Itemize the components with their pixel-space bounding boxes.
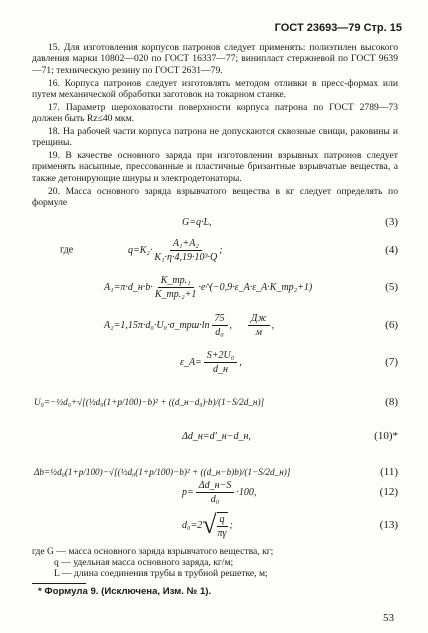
footnote-divider — [32, 583, 86, 584]
equation-8-body: U₀=−½d₀+√[(½d₀(1+p/100)−b)² + ((d_н−d₀)·b)/(1−S/2d_н)] — [34, 397, 265, 407]
equation-12-denominator: d₀ — [210, 493, 220, 505]
equation-6-fraction — [212, 313, 228, 338]
paragraph-15: 15. Для изготовления корпусов патронов следует применять: полиэтилен высокого давления марки 10802—020 по ГОСТ 16337—77; винипласт стержневой по ГОСТ 9639—71; техническую резину по ГОСТ 2631—79. — [32, 42, 398, 76]
equation-4-fraction — [154, 238, 217, 263]
equation-13-tail: ; — [229, 519, 233, 531]
equation-3-body: G=q·L, — [182, 216, 212, 228]
equation-6-denominator: d₀ — [215, 326, 224, 338]
equation-5-fraction — [155, 275, 197, 300]
equation-4 — [32, 234, 398, 266]
equation-10-number: (10)* — [374, 430, 398, 442]
equation-12-tail: ·100, — [236, 486, 257, 498]
square-root-sign: √ — [202, 510, 217, 539]
equation-13-numerator: q — [217, 514, 228, 527]
equation-4-number: (4) — [385, 244, 398, 256]
equation-12-lhs: p= — [182, 486, 194, 498]
equation-4-label: где — [60, 244, 74, 256]
paragraph-20: 20. Масса основного заряда взрывчатого вещества в кг следует определять по формуле — [32, 186, 398, 209]
equation-5-tail: ·e^(−0,9·ε_A·ε_A·K_тр₂+1) — [198, 281, 313, 293]
paragraph-17: 17. Параметр шероховатости поверхности корпуса патрона по ГОСТ 2789—73 должен быть Rz≤40 мкм. — [32, 102, 398, 125]
paragraph-16: 16. Корпуса патронов следует изготовлять методом отливки в пресс-формах или путем механической обработки заготовок на токарном станке. — [32, 78, 398, 101]
equation-13-denominator: πγ — [217, 527, 227, 539]
page-header: ГОСТ 23693—79 Стр. 15 — [274, 22, 402, 34]
equation-13-fraction — [217, 512, 228, 539]
paragraph-19: 19. В качестве основного заряда при изготовлении взрывных патронов следует применять насыпные, прессованные и пластичные бризантные взрывчатые вещества, а также детонирующие шнуры и электродетонаторы. — [32, 150, 398, 184]
equation-8 — [32, 382, 398, 422]
equation-13-number: (13) — [379, 519, 398, 531]
equation-7-lhs: ε_A= — [180, 356, 202, 368]
equation-11-body: Δb=½d₀(1+p/100)−√[(½d₀(1+p/100)−b)² + ((d_н−b)b)/(1−S/2d_н)] — [34, 467, 291, 477]
equation-6-numerator: 75 — [212, 313, 228, 326]
equation-6-unit-denominator: м — [255, 326, 263, 338]
equation-11-number: (11) — [380, 466, 398, 478]
equation-5-numerator: K_тр.₁ — [158, 275, 194, 288]
equation-5-lhs: A₁=π·d_н·b· — [104, 281, 153, 293]
equation-5 — [32, 270, 398, 304]
equation-7 — [32, 346, 398, 378]
equation-4-numerator: A₁+A₂ — [170, 238, 202, 251]
equation-12-numerator: Δd_н−S — [196, 480, 235, 493]
definition-l: L — длина соединения трубы в трубной решетке, м; — [54, 568, 268, 579]
equation-7-number: (7) — [385, 356, 398, 368]
equation-12-fraction — [196, 480, 235, 505]
equation-5-number: (5) — [385, 281, 398, 293]
equation-6-number: (6) — [385, 319, 398, 331]
equation-7-tail: , — [239, 356, 242, 368]
definition-g: где G — масса основного заряда взрывчатого вещества, кг; — [32, 546, 274, 557]
equation-7-numerator: S+2U₀ — [204, 350, 237, 363]
equation-6-unit-numerator: Дж — [248, 313, 270, 326]
equation-12-number: (12) — [379, 486, 398, 498]
equation-6-lhs: A₂=1,15π·d₀·U₀·σ_трш·ln — [104, 319, 210, 331]
equation-12 — [32, 476, 398, 508]
equation-7-denominator: d_н — [213, 363, 228, 375]
equation-6-unit — [248, 313, 270, 338]
equation-6 — [32, 308, 398, 342]
equation-4-tail: ; — [219, 244, 223, 256]
equation-6-tail: , — [271, 319, 275, 331]
equation-10 — [32, 426, 398, 446]
equation-3 — [32, 212, 398, 232]
page-number: 53 — [383, 612, 394, 624]
equation-3-number: (3) — [385, 216, 398, 228]
equation-5-denominator: K_тр.₂+1 — [154, 288, 197, 300]
paragraph-18: 18. На рабочей части корпуса патрона не допускаются сквозные свищи, раковины и трещины. — [32, 126, 398, 149]
equation-7-fraction — [204, 350, 237, 375]
equation-13 — [32, 508, 398, 542]
equation-4-denominator: K₁·η·4,19·10³·Q — [154, 251, 218, 263]
equation-8-number: (8) — [385, 396, 398, 408]
equation-6-separator: , — [229, 319, 232, 331]
definition-q: q — удельная масса основного заряда, кг/м; — [54, 557, 234, 568]
equation-4-lhs: q=K₂· — [128, 244, 153, 256]
equation-13-lhs: d₀=2 — [182, 519, 203, 531]
footnote: * Формула 9. (Исключена, Изм. № 1). — [38, 586, 212, 597]
equation-10-body: Δd_н=d′_н−d_н, — [182, 430, 251, 442]
